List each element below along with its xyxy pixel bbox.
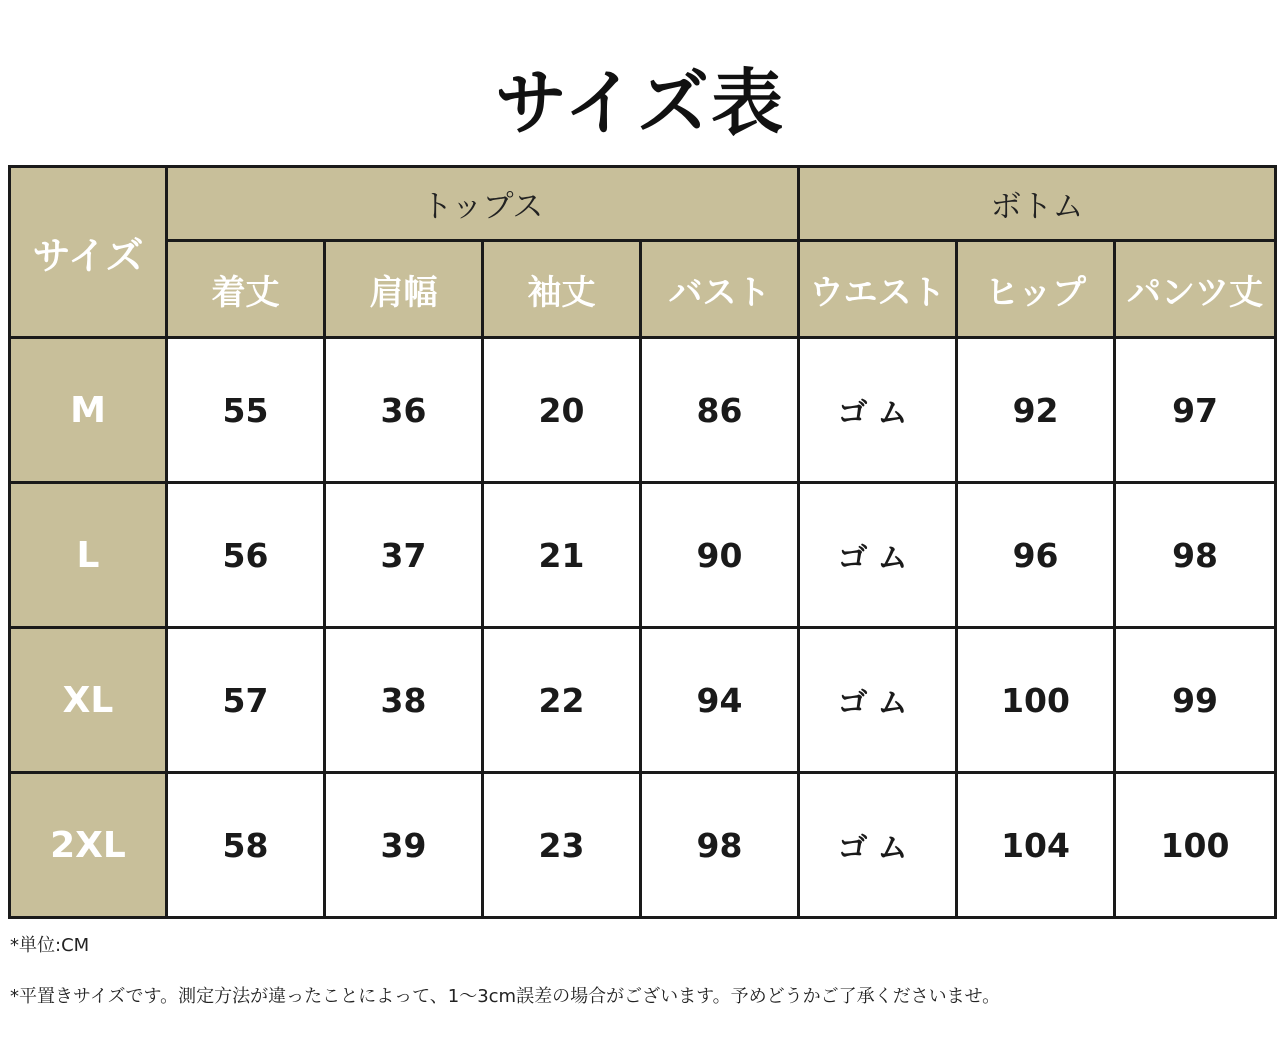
value-cell: ゴム	[799, 628, 957, 773]
column-header-hip: ヒップ	[957, 241, 1115, 338]
value-cell: ゴム	[799, 483, 957, 628]
value-cell: 90	[641, 483, 799, 628]
value-cell: 100	[957, 628, 1115, 773]
page-title: サイズ表	[494, 61, 786, 145]
column-header-sleeve: 袖丈	[483, 241, 641, 338]
value-cell: 20	[483, 338, 641, 483]
table-row	[10, 483, 1276, 628]
column-header-shoulder: 肩幅	[325, 241, 483, 338]
value-cell: 97	[1115, 338, 1276, 483]
column-header-bust: バスト	[641, 241, 799, 338]
value-cell: 99	[1115, 628, 1276, 773]
value-cell: 98	[1115, 483, 1276, 628]
size-label: M	[10, 338, 167, 483]
size-label: 2XL	[10, 773, 167, 918]
value-cell: 37	[325, 483, 483, 628]
value-cell: 92	[957, 338, 1115, 483]
value-cell: 57	[167, 628, 325, 773]
table-row	[10, 773, 1276, 918]
table-row	[10, 338, 1276, 483]
value-cell: 39	[325, 773, 483, 918]
value-cell: 38	[325, 628, 483, 773]
size-label: XL	[10, 628, 167, 773]
value-cell: ゴム	[799, 773, 957, 918]
value-cell: 104	[957, 773, 1115, 918]
table-row	[10, 628, 1276, 773]
value-cell: 58	[167, 773, 325, 918]
value-cell: ゴム	[799, 338, 957, 483]
unit-note: *単位:CM	[10, 935, 90, 956]
column-header-length: 着丈	[167, 241, 325, 338]
value-cell: 56	[167, 483, 325, 628]
size-label: L	[10, 483, 167, 628]
value-cell: 86	[641, 338, 799, 483]
value-cell: 21	[483, 483, 641, 628]
value-cell: 55	[167, 338, 325, 483]
value-cell: 36	[325, 338, 483, 483]
size-column-header: サイズ	[10, 167, 167, 338]
column-header-pants-length: パンツ丈	[1115, 241, 1276, 338]
group-header-row	[10, 167, 1276, 241]
tops-group-header: トップス	[167, 167, 799, 241]
column-header-row	[10, 241, 1276, 338]
value-cell: 100	[1115, 773, 1276, 918]
disclaimer-note: *平置きサイズです。測定方法が違ったことによって、1〜3cm誤差の場合がございます。予めどうかご了承くださいませ。	[10, 986, 1001, 1007]
value-cell: 98	[641, 773, 799, 918]
bottoms-group-header: ボトム	[799, 167, 1276, 241]
value-cell: 22	[483, 628, 641, 773]
size-table	[8, 165, 1277, 919]
value-cell: 23	[483, 773, 641, 918]
column-header-waist: ウエスト	[799, 241, 957, 338]
value-cell: 96	[957, 483, 1115, 628]
value-cell: 94	[641, 628, 799, 773]
